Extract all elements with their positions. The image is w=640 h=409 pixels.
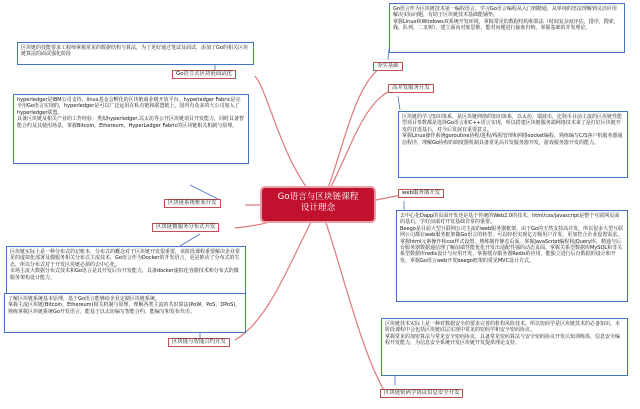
central-topic-line2: 设计理念 <box>300 203 336 213</box>
branch-foundation[interactable]: 夯实基础 <box>373 62 403 71</box>
link-hyper-note <box>190 185 220 200</box>
branch-crypto[interactable]: 区块链密码学协议信息安全开发 <box>380 389 463 398</box>
note-hyperledger: hyperledger是IBM公司支持，linux基金会孵化的区块链商业级开放平台。hyperledger Fabric是完全用Go语言实现的，hyperledger是可以广泛运用在私有链和联盟链上，国内有众多的大公司加入了hyperledger联盟。 具备区块链及相关产业的工作经验：类似hyperledger,以太坊等公开区块链项目开发能力，同时具备智能合约及其使用场景，掌握Bitcoin，Ethereum，HyperLedger Fabric的区块链相关机制与原理。 <box>13 94 249 164</box>
note-foundation: Go语言作为区块链技术第一编程语言，学习Go语言编程从入门到精通，从单纯的语法理解到灵活应用解决实际问题，有助于区块链技术基础能铺垫。 掌握Linux和Windows双系统开发环境，掌握常见的数据结构和算法（时间复杂度评估，排序，搜索，栈，队列，二叉树），建立面向对象思维，能对问题进行抽象归纳。掌握基础的并发理论。 <box>389 3 625 53</box>
note-interview: 区块链的技能要求工程师掌握常见的数据结构与算法，为了更好通过笔试及面试，添加了Go的相关区块链算法的面试强化阶段 <box>17 42 254 65</box>
link-foundation <box>320 68 380 205</box>
note-contract: 了解区块链系统基本原理，基于Go语言能够给企业定制区块链系统。 掌握主流区块链(Bitcoin，Ethereum)相关机制与原理，理解各类主流的共识算法(PoW，PoS，DPoS)，熟练掌握区块链系统Go开发语言，能基于以太坊编写智能合约，能编写和发布代币。 <box>4 293 246 333</box>
link-go-algo <box>255 76 320 205</box>
note-crypto: 区块链技术实际上是一种对数据安全的要求完善的机构风险技术，所以密码学是区块链技术的必备知识，本阶段课程中会包括区块链底层实现中常见的密码学和安全密码协议。 掌握常见的加密算法与常见安全密码协议，具备常见密码算法与安全密码协议开发认知训练体，信息安全编程开发能力，为信息安全系统开发区块链开发提供理论支持。 <box>381 318 628 376</box>
link-crypto <box>320 205 385 392</box>
central-topic-line1: Go语言与区块链课程 <box>277 192 359 202</box>
link-contract <box>235 205 320 340</box>
note-web: 去中心化Dapp的页面开发还是基于传统的Web2.0的技术，html/css/javascript是整个互联网页面的基石，学好前端对开发基础非常的重要。 Beego是目前大型互联网公司主流的web服务器框架，由于Go的天然支持高并发，所以很多大型互联网公司都在web服务框架做Go语言的转型，可以轻松实现亿万级用户并发，更加符合企业设置需求。 掌握html元素操作和css样式设置，熟练制作静态页面。掌握JavaScript编程和jQuery库，精通与后台服务器数据通信理了解前端性能优化开发出适配性强的动态页面。掌握关系型数据库MySQL和非关系型数据库redis设计与应用开发，掌握缓存服务器Redis的应用，能独立进行后台数据的设计和开发。掌握Go语言web开发beego框架的常见MVC设计方式。 <box>396 210 628 302</box>
link-micro-note <box>180 234 200 246</box>
branch-hyperledger[interactable]: 高并发服务开发 <box>388 84 434 93</box>
note-microservice: 区块链实际上是一种分布式的记账本，分布式的概念对于区块链开发很重要，该阶段课程重要解决企业常见的虚拟化部署及微服务相关分布式主流技术，Go语言作为Docker的开发语言，更是推动了分布式的生态，所以分布式对于开发区块链必须的去中心化。 市场主流大数据分布式技术和Go语言是其开发后台开发能力，具备docker虚拟化容器技术和分布式的微服务架构设计能力。 <box>6 246 246 307</box>
branch-go-algo[interactable]: Go语言去区块链面试化 <box>172 70 236 79</box>
link-concurrency-note <box>398 96 400 110</box>
branch-contract[interactable]: 区块链与智能合约开发 <box>168 338 230 347</box>
note-concurrency: 区块链的学习知识体系，是区块链网络的知识体系，以太坊，瑞波币，比特币目前主流的区块链性能型项目参数都是选择Go语言和C++语言实现。所以搭建区块链服务端网络技术来了是打好区块链开发的首选基石，对今后发展有重要意义。 掌握Linux操作系统goroutine协程/进程/线程管理和网络socket编程，熟练编写C/S客户机服务器通信程序，理解Go协程的调度器机制具备常见高并发服务器开发，游戏服务器开发的能力。 <box>398 111 628 178</box>
branch-distributed[interactable]: 区块链微服务分布式开发 <box>152 223 219 232</box>
central-topic[interactable] <box>262 188 374 221</box>
branch-framework[interactable]: 区块链系统框架开发 <box>164 199 221 208</box>
branch-web[interactable]: web服务器开发 <box>398 189 444 198</box>
